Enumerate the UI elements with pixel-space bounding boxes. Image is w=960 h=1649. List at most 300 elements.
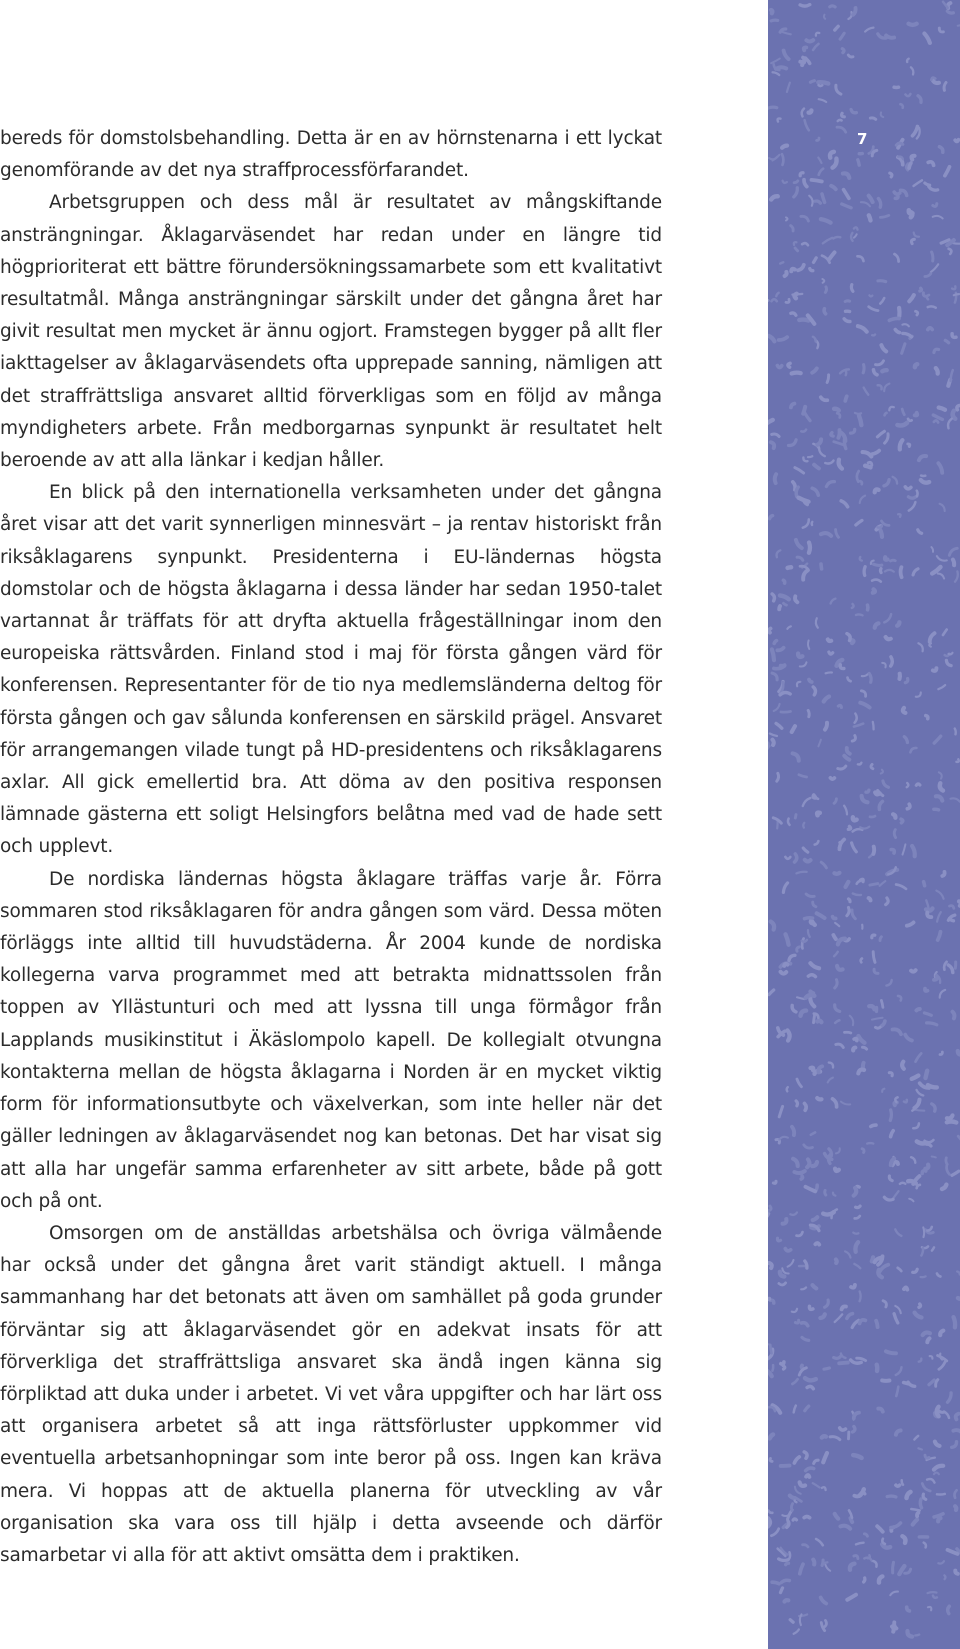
squiggle-mark	[860, 1489, 864, 1495]
squiggle-mark	[838, 120, 842, 121]
squiggle-mark	[925, 1165, 928, 1169]
squiggle-mark	[894, 830, 895, 838]
squiggle-mark	[792, 1005, 796, 1012]
squiggle-mark	[806, 1187, 816, 1192]
squiggle-mark	[894, 192, 900, 194]
squiggle-mark	[940, 990, 946, 998]
squiggle-mark	[907, 804, 910, 809]
squiggle-mark	[903, 708, 906, 713]
squiggle-mark	[817, 813, 820, 816]
squiggle-mark	[905, 1569, 911, 1573]
squiggle-mark	[801, 1176, 802, 1179]
squiggle-mark	[809, 680, 812, 682]
squiggle-mark	[812, 522, 813, 525]
squiggle-mark	[854, 1264, 860, 1268]
squiggle-mark	[829, 1063, 833, 1068]
squiggle-mark	[913, 1520, 917, 1525]
squiggle-mark	[923, 1333, 930, 1336]
squiggle-mark	[774, 704, 780, 711]
squiggle-mark	[801, 1011, 807, 1016]
squiggle-mark	[870, 118, 875, 119]
squiggle-mark	[844, 190, 849, 199]
squiggle-mark	[804, 1145, 813, 1148]
squiggle-mark	[845, 1032, 851, 1033]
squiggle-mark	[793, 482, 795, 490]
squiggle-mark	[900, 440, 903, 449]
squiggle-mark	[955, 140, 958, 142]
squiggle-mark	[909, 24, 917, 25]
squiggle-mark	[779, 1106, 782, 1116]
squiggle-mark	[856, 1543, 864, 1545]
squiggle-mark	[872, 335, 875, 336]
squiggle-mark	[836, 85, 841, 94]
squiggle-mark	[939, 147, 942, 153]
squiggle-mark	[942, 872, 944, 876]
squiggle-mark	[803, 798, 811, 806]
squiggle-mark	[880, 215, 888, 217]
squiggle-mark	[825, 723, 827, 730]
squiggle-mark	[947, 1165, 950, 1174]
squiggle-mark	[907, 1492, 911, 1498]
squiggle-mark	[794, 188, 798, 197]
squiggle-mark	[882, 663, 886, 668]
squiggle-mark	[797, 947, 800, 951]
squiggle-mark	[945, 167, 950, 176]
squiggle-mark	[944, 83, 946, 91]
squiggle-mark	[953, 1012, 955, 1019]
squiggle-mark	[796, 540, 802, 548]
squiggle-mark	[869, 307, 878, 311]
squiggle-mark	[911, 1157, 915, 1163]
squiggle-mark	[916, 692, 921, 696]
squiggle-mark	[807, 1159, 809, 1167]
squiggle-mark	[799, 775, 807, 777]
squiggle-mark	[848, 678, 851, 682]
squiggle-mark	[808, 456, 812, 457]
squiggle-mark	[791, 226, 793, 231]
squiggle-mark	[911, 1509, 919, 1511]
squiggle-mark	[895, 254, 899, 261]
squiggle-mark	[928, 1607, 931, 1610]
squiggle-mark	[822, 1436, 826, 1437]
squiggle-mark	[825, 1565, 830, 1571]
squiggle-mark	[934, 809, 939, 810]
squiggle-mark	[811, 1068, 814, 1071]
squiggle-mark	[923, 293, 927, 296]
squiggle-mark	[829, 252, 834, 259]
squiggle-mark	[896, 1485, 900, 1486]
squiggle-mark	[842, 113, 845, 117]
squiggle-mark	[878, 281, 886, 282]
page-number: 7	[857, 130, 868, 148]
squiggle-mark	[783, 1219, 787, 1224]
squiggle-mark	[823, 238, 832, 244]
squiggle-mark	[769, 990, 774, 995]
squiggle-mark	[791, 1504, 792, 1511]
squiggle-mark	[814, 258, 817, 263]
paragraph-2: Arbetsgruppen och dess mål är resultatet av mångskiftande ansträngningar. Åklagarväsendet har redan under en längre tid högprioriterat ett bättre förundersökningssamarbete som ett kvalitativt resultatmål. Många ansträngningar särskilt under det gångna året har givit resultat men mycket är ännu ogjort. Framstegen bygger på allt fler iakttagelser av åklagarväsendets ofta upprepade sanning, nämligen att det straffrättsliga ansvaret alltid förverkligas som en följd av många myndigheters arbete. Från medborgarnas synpunkt är resultatet helt beroende av att alla länkar i kedjan håller.	[0, 192, 662, 472]
squiggle-mark	[955, 1571, 958, 1574]
squiggle-mark	[885, 557, 888, 560]
squiggle-mark	[907, 59, 909, 62]
squiggle-mark	[885, 434, 889, 443]
squiggle-mark	[915, 1313, 922, 1318]
squiggle-mark	[800, 5, 810, 7]
squiggle-mark	[783, 883, 787, 893]
squiggle-mark	[937, 912, 941, 922]
squiggle-mark	[881, 770, 883, 774]
squiggle-mark	[844, 806, 847, 815]
squiggle-mark	[862, 796, 868, 802]
squiggle-mark	[877, 431, 884, 437]
squiggle-mark	[936, 1380, 938, 1387]
squiggle-mark	[800, 1614, 802, 1625]
squiggle-mark	[781, 972, 787, 974]
squiggle-mark	[811, 81, 815, 83]
squiggle-mark	[895, 196, 898, 198]
squiggle-mark	[912, 1076, 919, 1079]
squiggle-mark	[886, 898, 888, 905]
squiggle-mark	[835, 1169, 839, 1171]
squiggle-mark	[855, 1242, 858, 1252]
squiggle-mark	[809, 110, 812, 112]
squiggle-mark	[795, 596, 797, 602]
squiggle-mark	[915, 1635, 919, 1636]
squiggle-mark	[834, 1356, 842, 1359]
squiggle-mark	[945, 340, 948, 342]
squiggle-mark	[854, 234, 857, 237]
squiggle-mark	[884, 614, 891, 622]
squiggle-mark	[869, 1006, 874, 1009]
squiggle-mark	[787, 626, 791, 629]
squiggle-mark	[869, 673, 871, 682]
squiggle-mark	[850, 1016, 854, 1025]
squiggle-mark	[933, 1596, 937, 1598]
squiggle-mark	[835, 1514, 839, 1519]
squiggle-mark	[834, 442, 844, 445]
squiggle-mark	[913, 1123, 919, 1128]
squiggle-mark	[836, 1148, 840, 1153]
body-text	[0, 123, 662, 1572]
squiggle-mark	[902, 324, 909, 326]
squiggle-mark	[923, 1494, 926, 1499]
squiggle-mark	[928, 328, 932, 330]
squiggle-mark	[813, 687, 815, 695]
squiggle-mark	[795, 1320, 798, 1323]
squiggle-mark	[873, 589, 875, 593]
squiggle-mark	[853, 894, 861, 896]
squiggle-mark	[860, 1320, 866, 1324]
squiggle-mark	[838, 430, 839, 438]
squiggle-mark	[932, 1104, 935, 1111]
squiggle-mark	[909, 1199, 913, 1202]
squiggle-mark	[903, 333, 912, 336]
squiggle-mark	[938, 1518, 940, 1521]
squiggle-mark	[847, 634, 850, 641]
squiggle-mark	[816, 618, 818, 627]
squiggle-mark	[917, 1185, 920, 1188]
squiggle-mark	[819, 169, 823, 175]
squiggle-mark	[810, 997, 814, 1007]
squiggle-mark	[770, 1435, 773, 1439]
squiggle-mark	[853, 1233, 858, 1234]
squiggle-mark	[938, 463, 942, 473]
squiggle-mark	[907, 783, 909, 787]
squiggle-mark	[900, 1183, 906, 1184]
squiggle-mark	[830, 6, 835, 7]
squiggle-mark	[853, 817, 857, 820]
squiggle-mark	[771, 59, 780, 64]
squiggle-mark	[801, 1323, 807, 1326]
squiggle-mark	[879, 801, 882, 809]
squiggle-mark	[956, 759, 958, 762]
squiggle-mark	[954, 1490, 956, 1498]
squiggle-mark	[806, 40, 813, 41]
squiggle-mark	[803, 823, 804, 828]
squiggle-mark	[768, 107, 777, 109]
squiggle-mark	[790, 1620, 793, 1623]
squiggle-mark	[957, 406, 960, 410]
squiggle-mark	[817, 138, 819, 140]
squiggle-mark	[902, 344, 905, 353]
squiggle-mark	[808, 641, 809, 650]
squiggle-mark	[918, 643, 922, 651]
squiggle-mark	[791, 269, 795, 271]
squiggle-mark	[877, 1526, 883, 1532]
squiggle-mark	[924, 34, 930, 43]
squiggle-mark	[803, 519, 809, 527]
squiggle-mark	[772, 299, 777, 301]
squiggle-mark	[921, 480, 929, 483]
squiggle-mark	[931, 547, 933, 552]
squiggle-mark	[859, 416, 861, 425]
squiggle-mark	[907, 923, 914, 926]
squiggle-mark	[788, 363, 790, 367]
squiggle-mark	[950, 918, 954, 920]
squiggle-mark	[841, 1102, 850, 1105]
paragraph-3: En blick på den internationella verksamheten under det gångna året visar att det varit synnerligen minnesvärt – ja rentav historiskt från riksåklagarens synpunkt. Presidenterna i EU-ländernas högsta domstolar och de högsta åklagarna i dessa länder har sedan 1950-talet vartannat år träffats för att dryfta aktuella frågeställningar inom den europeiska rättsvården. Finland stod i maj för första gången värd för konferensen. Representanter för de tio nya medlemsländerna deltog för första gången och gav sålunda konferensen en särskild prägel. Ansvaret för arrangemangen vilade tungt på HD-presidentens och riksåklagarens axlar. All gick emellertid bra. Att döma av den positiva responsen lämnade gästerna ett soligt Helsingfors belåtna med vad de hade sett och upplevt.	[0, 482, 662, 858]
squiggle-mark	[903, 844, 906, 854]
squiggle-mark	[838, 705, 841, 707]
squiggle-mark	[815, 201, 820, 203]
squiggle-mark	[840, 665, 844, 669]
squiggle-mark	[895, 1097, 897, 1102]
squiggle-mark	[867, 1143, 873, 1144]
squiggle-mark	[858, 1036, 864, 1043]
squiggle-mark	[946, 660, 951, 665]
squiggle-mark	[854, 724, 863, 727]
squiggle-mark	[933, 668, 937, 671]
squiggle-mark	[813, 1217, 818, 1220]
squiggle-mark	[820, 1314, 824, 1318]
squiggle-mark	[777, 1238, 780, 1241]
squiggle-mark	[898, 1268, 902, 1271]
squiggle-mark	[936, 368, 938, 374]
squiggle-mark	[824, 15, 825, 19]
squiggle-mark	[796, 1101, 797, 1106]
squiggle-mark	[924, 882, 925, 886]
squiggle-mark	[871, 1125, 876, 1126]
squiggle-mark	[847, 908, 849, 916]
squiggle-mark	[813, 1285, 817, 1288]
squiggle-mark	[940, 783, 943, 790]
squiggle-mark	[928, 306, 936, 307]
squiggle-mark	[830, 152, 834, 158]
squiggle-mark	[933, 80, 939, 83]
squiggle-mark	[884, 480, 889, 486]
squiggle-mark	[851, 233, 853, 241]
squiggle-mark	[784, 51, 789, 60]
squiggle-mark	[940, 1331, 943, 1336]
squiggle-mark	[924, 1543, 926, 1548]
squiggle-mark	[770, 1345, 771, 1353]
squiggle-mark	[779, 1283, 786, 1285]
squiggle-mark	[830, 1437, 840, 1440]
squiggle-mark	[933, 204, 937, 207]
squiggle-mark	[940, 504, 945, 511]
squiggle-mark	[912, 846, 915, 856]
squiggle-mark	[918, 96, 921, 103]
squiggle-mark	[893, 477, 898, 484]
squiggle-mark	[821, 533, 831, 536]
squiggle-mark	[773, 1181, 776, 1183]
squiggle-mark	[913, 127, 918, 136]
squiggle-mark	[908, 497, 916, 499]
squiggle-mark	[783, 1366, 785, 1369]
squiggle-mark	[865, 28, 873, 32]
squiggle-mark	[937, 1494, 945, 1495]
squiggle-mark	[875, 792, 880, 794]
squiggle-mark	[885, 570, 894, 572]
squiggle-mark	[925, 989, 928, 991]
squiggle-mark	[817, 439, 821, 444]
squiggle-mark	[813, 1560, 814, 1565]
squiggle-mark	[818, 158, 821, 163]
squiggle-mark	[777, 648, 783, 651]
squiggle-mark	[797, 557, 803, 560]
squiggle-mark	[864, 1534, 867, 1536]
squiggle-mark	[916, 311, 918, 315]
squiggle-mark	[865, 466, 870, 468]
squiggle-mark	[917, 491, 918, 497]
squiggle-mark	[801, 430, 806, 432]
squiggle-mark	[928, 1592, 937, 1593]
squiggle-mark	[948, 1606, 950, 1613]
squiggle-mark	[882, 521, 890, 525]
squiggle-mark	[919, 1304, 921, 1307]
squiggle-mark	[800, 662, 807, 666]
squiggle-mark	[869, 215, 871, 220]
squiggle-mark	[843, 173, 849, 178]
squiggle-mark	[893, 1562, 894, 1573]
squiggle-mark	[800, 173, 803, 176]
squiggle-mark	[795, 468, 804, 473]
squiggle-mark	[908, 1181, 916, 1183]
squiggle-mark	[851, 285, 853, 292]
squiggle-mark	[782, 1268, 788, 1273]
squiggle-mark	[914, 180, 923, 186]
squiggle-mark	[855, 413, 861, 414]
squiggle-mark	[773, 740, 774, 745]
squiggle-mark	[831, 433, 833, 437]
squiggle-mark	[856, 1206, 861, 1208]
squiggle-mark	[841, 1526, 851, 1529]
squiggle-mark	[948, 965, 953, 973]
squiggle-mark	[828, 1078, 833, 1083]
squiggle-mark	[857, 1358, 866, 1360]
squiggle-mark	[869, 196, 873, 202]
squiggle-mark	[916, 1053, 922, 1061]
squiggle-mark	[769, 629, 771, 633]
squiggle-mark	[926, 1071, 928, 1078]
squiggle-mark	[927, 1227, 931, 1231]
squiggle-mark	[948, 419, 952, 429]
squiggle-mark	[848, 55, 853, 57]
squiggle-mark	[771, 442, 774, 448]
squiggle-mark	[818, 740, 821, 747]
squiggle-mark	[853, 1048, 855, 1051]
squiggle-mark	[844, 319, 850, 322]
squiggle-mark	[878, 385, 882, 389]
squiggle-mark	[905, 1035, 912, 1041]
squiggle-mark	[814, 1460, 818, 1463]
squiggle-mark	[777, 773, 779, 781]
squiggle-mark	[885, 413, 887, 415]
squiggle-mark	[909, 295, 914, 301]
squiggle-mark	[872, 580, 881, 582]
squiggle-mark	[797, 1232, 803, 1236]
squiggle-mark	[896, 1430, 901, 1434]
squiggle-mark	[947, 1121, 957, 1122]
squiggle-mark	[836, 1260, 837, 1264]
squiggle-mark	[785, 857, 790, 859]
squiggle-mark	[821, 1598, 827, 1604]
squiggle-mark	[815, 1243, 819, 1245]
squiggle-mark	[872, 150, 877, 156]
squiggle-mark	[803, 457, 807, 461]
squiggle-mark	[938, 1561, 944, 1563]
squiggle-mark	[788, 819, 790, 825]
squiggle-mark	[781, 1362, 784, 1364]
squiggle-mark	[874, 564, 882, 565]
squiggle-mark	[952, 334, 956, 338]
squiggle-mark	[805, 918, 813, 919]
squiggle-mark	[824, 697, 829, 702]
squiggle-mark	[848, 12, 851, 19]
squiggle-mark	[919, 456, 926, 460]
squiggle-mark	[770, 516, 773, 519]
squiggle-mark	[922, 1171, 926, 1174]
squiggle-mark	[934, 349, 939, 352]
squiggle-mark	[853, 829, 863, 831]
squiggle-mark	[789, 1552, 790, 1559]
squiggle-mark	[835, 1020, 839, 1023]
squiggle-mark	[927, 1338, 929, 1342]
squiggle-mark	[803, 1545, 808, 1547]
squiggle-mark	[777, 366, 781, 368]
squiggle-mark	[781, 1588, 783, 1593]
squiggle-mark	[901, 567, 902, 577]
squiggle-mark	[782, 146, 787, 148]
squiggle-mark	[806, 995, 815, 998]
squiggle-mark	[853, 1427, 855, 1433]
squiggle-mark	[872, 1018, 883, 1020]
squiggle-mark	[955, 1506, 956, 1510]
squiggle-mark	[801, 1287, 806, 1289]
squiggle-mark	[844, 756, 849, 760]
squiggle-mark	[863, 1047, 867, 1049]
squiggle-mark	[904, 737, 907, 743]
